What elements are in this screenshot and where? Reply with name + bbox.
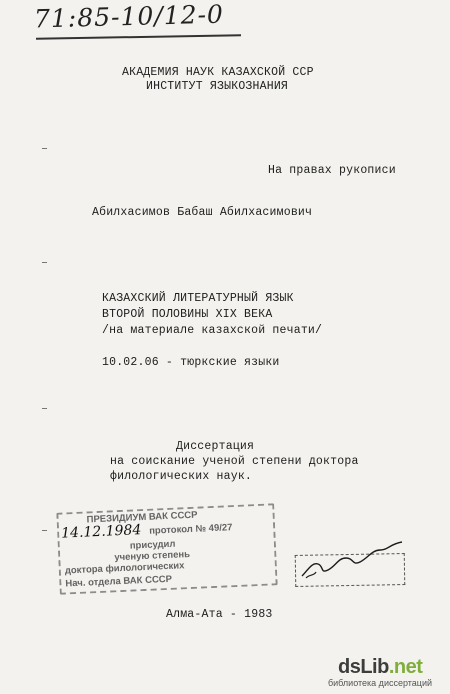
city-year: Алма-Ата - 1983 (166, 608, 273, 621)
stamp-protocol: протокол № 49/27 (148, 522, 233, 537)
rights-note: На правах рукописи (268, 164, 396, 177)
field-line: филологических наук. (110, 470, 253, 483)
title-line-1: КАЗАХСКИЙ ЛИТЕРАТУРНЫЙ ЯЗЫК (102, 292, 294, 305)
dslib-watermark (324, 656, 444, 690)
specialty-code: 10.02.06 - тюркские языки (102, 356, 280, 369)
handwritten-catalog-code: 71:85-10/12-0 (33, 0, 225, 34)
signature-scribble (298, 540, 408, 580)
stamp-line-presidium: ПРЕЗИДИУМ ВАК СССР (86, 509, 198, 526)
stamp-degree: ученую степень (114, 549, 191, 564)
institute-name: ИНСТИТУТ ЯЗЫКОЗНАНИЯ (146, 80, 289, 93)
margin-mark (42, 148, 47, 149)
dslib-logo (338, 656, 422, 679)
margin-mark (42, 408, 47, 409)
dslib-subtitle: библиотека диссертаций (328, 678, 433, 688)
margin-mark (42, 262, 47, 263)
handwritten-underline (36, 34, 241, 40)
author-name: Абилхасимов Бабаш Абилхасимович (92, 206, 313, 219)
degree-line: на соискание ученой степени доктора (110, 455, 359, 468)
dslib-logo-suffix: .net (388, 656, 423, 678)
title-line-2: ВТОРОЙ ПОЛОВИНЫ XIX ВЕКА (102, 308, 273, 321)
margin-mark (42, 530, 47, 531)
academy-name: АКАДЕМИЯ НАУК КАЗАХСКОЙ ССР (122, 66, 314, 79)
dissertation-label: Диссертация (176, 440, 255, 453)
dslib-logo-main: dsLib (338, 656, 389, 678)
stamp-awarded: присудил (129, 538, 176, 552)
stamp-department: Нач. отдела ВАК СССР (65, 573, 173, 590)
stamp-date: 14.12.1984 (60, 522, 142, 542)
stamp-doctor: доктора филологических (64, 560, 185, 577)
title-line-3: /на материале казахской печати/ (102, 324, 323, 337)
vak-approval-stamp (56, 503, 277, 594)
